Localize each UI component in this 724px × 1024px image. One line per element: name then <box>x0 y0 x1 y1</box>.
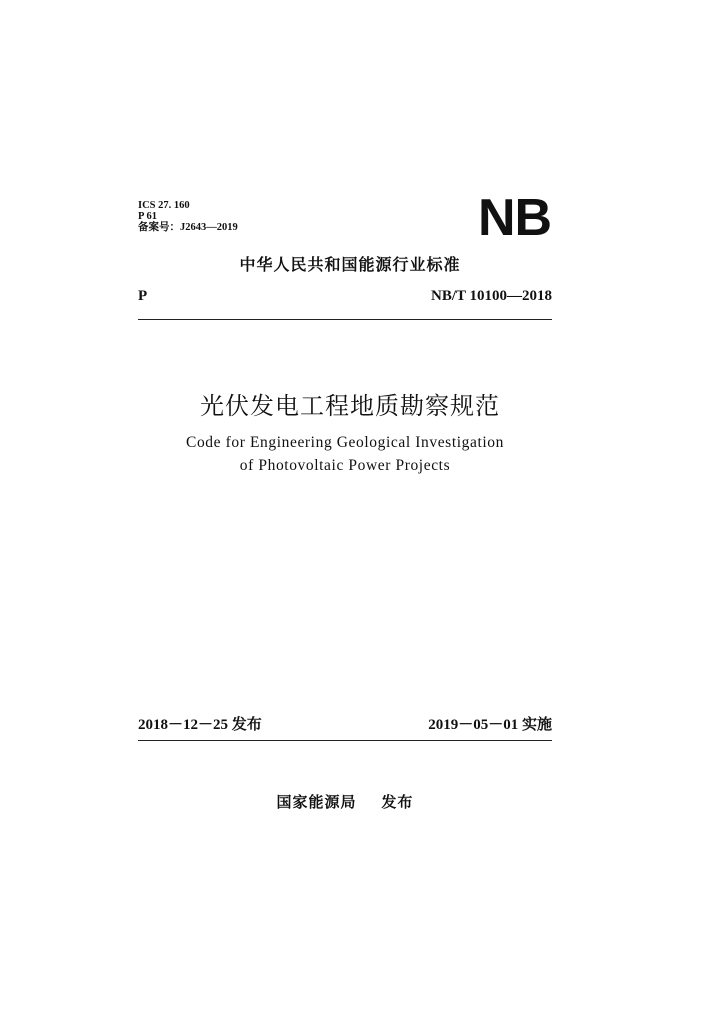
issue-date: 2018－12－25 发布 <box>138 717 262 733</box>
issuing-authority: 国家能源局 发布 <box>276 793 414 811</box>
title-chinese: 光伏发电工程地质勘察规范 <box>200 392 500 420</box>
top-divider <box>138 319 552 320</box>
ics-code: ICS 27. 160 <box>138 200 190 211</box>
classification-code: P 61 <box>138 211 157 222</box>
title-english-line-2: of Photovoltaic Power Projects <box>239 457 451 474</box>
nb-logo: NB <box>478 189 552 247</box>
effective-date: 2019－05－01 实施 <box>428 717 552 733</box>
bottom-divider <box>138 740 552 741</box>
standard-type-heading: 中华人民共和国能源行业标准 <box>239 255 461 274</box>
standard-number: NB/T 10100—2018 <box>431 288 552 304</box>
title-english-line-1: Code for Engineering Geological Investigation <box>186 434 504 451</box>
filing-number: 备案号：J2643—2019 <box>138 222 238 233</box>
category-code: P <box>138 288 148 304</box>
